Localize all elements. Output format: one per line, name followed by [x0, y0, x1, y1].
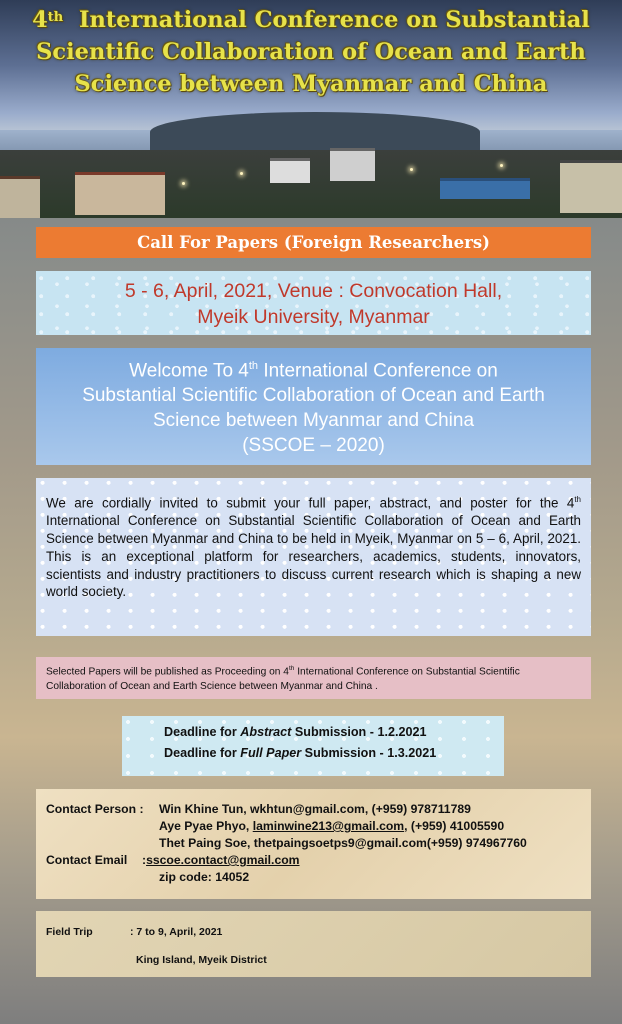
event-date-venue — [36, 271, 591, 335]
welcome-line-4: (SSCOE – 2020) — [242, 435, 385, 457]
contact-email-label: Contact Email — [46, 853, 128, 867]
contact-person-3: Thet Paing Soe, thetpaingsoetps9@gmail.com(+959) 974967760 — [159, 836, 527, 850]
contact-person-label: Contact Person : — [46, 802, 144, 816]
field-trip-dates: : 7 to 9, April, 2021 — [130, 926, 223, 938]
contact-panel: Contact Person : Win Khine Tun, wkhtun@gmail.com, (+959) 978711789 Aye Pyae Phyo, laminwine213@gmail.com, (+959) 41005590 Thet Paing Soe, thetpaingsoetps9@gmail.com(+959) 974967760 Contact Email : sscoe.contact@gmail.com zip code: 14052 — [36, 789, 591, 899]
call-for-papers-text: Call For Papers (Foreign Researchers) — [137, 233, 490, 252]
welcome-line-1: Welcome To 4th International Conference on — [129, 360, 498, 382]
mountain-image — [150, 112, 480, 152]
header-banner — [0, 0, 622, 218]
selected-papers-note: Selected Papers will be published as Proceeding on 4th International Conference on Substantial Scientific Collaboration of Ocean and Earth Science between Myanmar and China . — [36, 657, 591, 699]
full-paper-deadline: Deadline for Full Paper Submission - 1.3.2021 — [164, 746, 437, 760]
field-trip-label: Field Trip — [46, 926, 93, 938]
contact-person-2-email-link[interactable]: laminwine213@gmail.com — [252, 819, 405, 833]
town-image — [0, 150, 622, 218]
zip-code: zip code: 14052 — [159, 870, 250, 884]
invitation-text: We are cordially invited to submit your full paper, abstract, and poster for the 4th International Conference on Substantial Scientific Collaboration of Ocean and Earth Science between Myanmar and China to be held in Myeik, Myanmar on 5 – 6, April, 2021. This is an exceptional platform for researchers, academics, students, innovators, scientists and industry practitioners to discuss current research which is shaping a new world society. — [36, 478, 591, 636]
conference-title: 4th International Conference on Substantial Scientific Collaboration of Ocean and Earth Science between Myanmar and China — [32, 7, 590, 97]
call-for-papers-banner — [36, 227, 591, 258]
contact-person-2: Aye Pyae Phyo, laminwine213@gmail.com, (+959) 41005590 — [159, 819, 505, 833]
contact-email-link[interactable]: sscoe.contact@gmail.com — [146, 853, 300, 867]
welcome-line-2: Substantial Scientific Collaboration of Ocean and Earth — [82, 385, 545, 407]
event-date-line: 5 - 6, April, 2021, Venue : Convocation Hall, — [124, 280, 503, 302]
abstract-deadline: Deadline for Abstract Submission - 1.2.2021 — [164, 725, 427, 739]
contact-person-1: Win Khine Tun, wkhtun@gmail.com, (+959) 978711789 — [159, 802, 471, 816]
welcome-panel — [36, 348, 591, 465]
field-trip-panel — [36, 911, 591, 977]
field-trip-location: King Island, Myeik District — [136, 954, 267, 966]
deadlines-box — [122, 716, 504, 776]
event-venue-line: Myeik University, Myanmar — [197, 306, 430, 328]
welcome-line-3: Science between Myanmar and China — [152, 410, 475, 432]
